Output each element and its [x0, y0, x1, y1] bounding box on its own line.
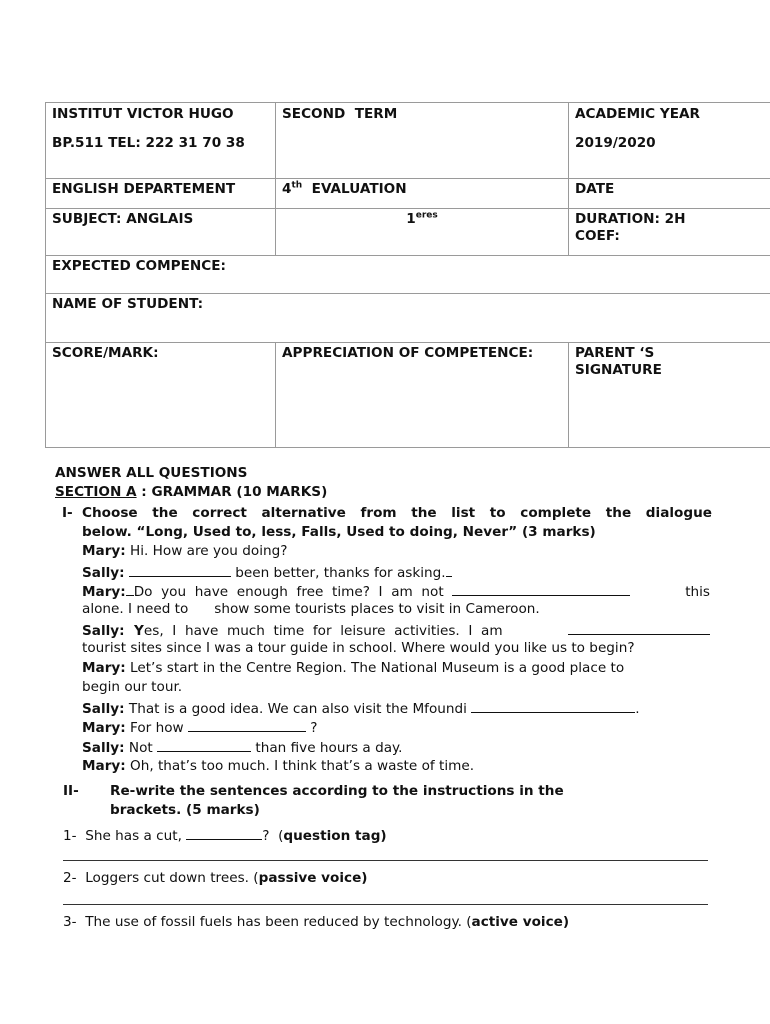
class-num: 1: [406, 211, 416, 227]
score-label: SCORE/MARK:: [52, 345, 159, 361]
blank-tag[interactable]: [186, 826, 262, 840]
student-name-label: NAME OF STUDENT:: [52, 296, 204, 312]
rewrite-item-1: 1- She has a cut, ? (question tag): [63, 828, 387, 844]
blank-5[interactable]: [188, 718, 306, 732]
school-name: INSTITUT VICTOR HUGO: [52, 106, 234, 122]
dialogue-line-3: Mary: Do you have enough free time? I am not this: [82, 584, 710, 600]
parent-signature-label: PARENT ‘S SIGNATURE: [575, 345, 662, 378]
answer-line-1[interactable]: [63, 860, 708, 861]
subject-cell: [46, 209, 276, 256]
class-cell: [276, 209, 569, 256]
parent-cell: [569, 343, 770, 448]
date-label: DATE: [575, 181, 615, 197]
evaluation-num: 4: [282, 181, 292, 197]
header-table: [45, 102, 770, 448]
department-cell: [46, 179, 276, 209]
blank-3[interactable]: [568, 621, 710, 635]
q2-instruction-line2: brackets. (5 marks): [110, 802, 260, 818]
evaluation-label: EVALUATION: [311, 181, 407, 197]
blank-6[interactable]: [157, 738, 251, 752]
expected-competence-cell: [46, 256, 770, 294]
dialogue-line-7: Mary: Let’s start in the Centre Region. The National Museum is a good place to: [82, 660, 625, 676]
q2-instruction-line1: Re-write the sentences according to the instructions in the: [110, 783, 564, 799]
class-sup: eres: [415, 210, 438, 221]
q1-number: I-: [62, 505, 73, 521]
evaluation-cell: [276, 179, 569, 209]
section-a-label: SECTION A: [55, 484, 137, 500]
answer-line-2[interactable]: [63, 904, 708, 905]
duration-cell: [569, 209, 770, 256]
department: ENGLISH DEPARTEMENT: [52, 181, 236, 197]
dialogue-line-9: Sally: That is a good idea. We can also visit the Mfoundi .: [82, 701, 640, 717]
q1-instruction-line2: below. “Long, Used to, less, Falls, Used to doing, Never” (3 marks): [82, 524, 596, 540]
rewrite-item-3: 3- The use of fossil fuels has been reduced by technology. (active voice): [63, 914, 570, 930]
year-cell: [569, 103, 770, 179]
student-name-cell: [46, 294, 770, 343]
academic-year: 2019/2020: [575, 135, 656, 151]
blank-2[interactable]: [452, 582, 630, 596]
rewrite-item-2: 2- Loggers cut down trees. (passive voice): [63, 870, 368, 886]
coef: COEF:: [575, 228, 620, 244]
blank-1[interactable]: [129, 563, 231, 577]
dialogue-line-10: Mary: For how ?: [82, 720, 318, 736]
q1-instruction-line1: Choose the correct alternative from the list to complete the dialogue: [82, 505, 712, 521]
score-cell: [46, 343, 276, 448]
appreciation-label: APPRECIATION OF COMPETENCE:: [282, 345, 534, 361]
section-a-rest: : GRAMMAR (10 MARKS): [136, 484, 328, 500]
term: SECOND TERM: [282, 106, 398, 122]
section-a-heading: [55, 484, 327, 500]
term-cell: [276, 103, 569, 179]
appreciation-cell: [276, 343, 569, 448]
school-contact: BP.511 TEL: 222 31 70 38: [52, 135, 245, 151]
dialogue-line-4: alone. I need to show some tourists places to visit in Cameroon.: [82, 601, 540, 617]
dialogue-line-8: begin our tour.: [82, 679, 183, 695]
dialogue-line-2: Sally: been better, thanks for asking.: [82, 563, 452, 581]
dialogue-line-12: Mary: Oh, that’s too much. I think that’s a waste of time.: [82, 758, 475, 774]
date-cell: [569, 179, 770, 209]
school-cell: [46, 103, 276, 179]
dialogue-line-11: Sally: Not than five hours a day.: [82, 740, 403, 756]
dialogue-line-5: Sally: Y es, I have much time for leisure activities. I am: [82, 621, 710, 639]
duration: DURATION: 2H: [575, 211, 686, 227]
dialogue-line-6: tourist sites since I was a tour guide in school. Where would you like us to begin?: [82, 640, 635, 656]
answer-all-heading: ANSWER ALL QUESTIONS: [55, 465, 248, 481]
dialogue-line-1: Mary: Hi. How are you doing?: [82, 543, 288, 559]
blank-4[interactable]: [471, 699, 635, 713]
subject: SUBJECT: ANGLAIS: [52, 211, 194, 227]
q2-number: II-: [63, 783, 79, 799]
expected-competence: EXPECTED COMPENCE:: [52, 258, 226, 274]
evaluation-sup: th: [291, 180, 303, 191]
academic-year-label: ACADEMIC YEAR: [575, 106, 700, 122]
